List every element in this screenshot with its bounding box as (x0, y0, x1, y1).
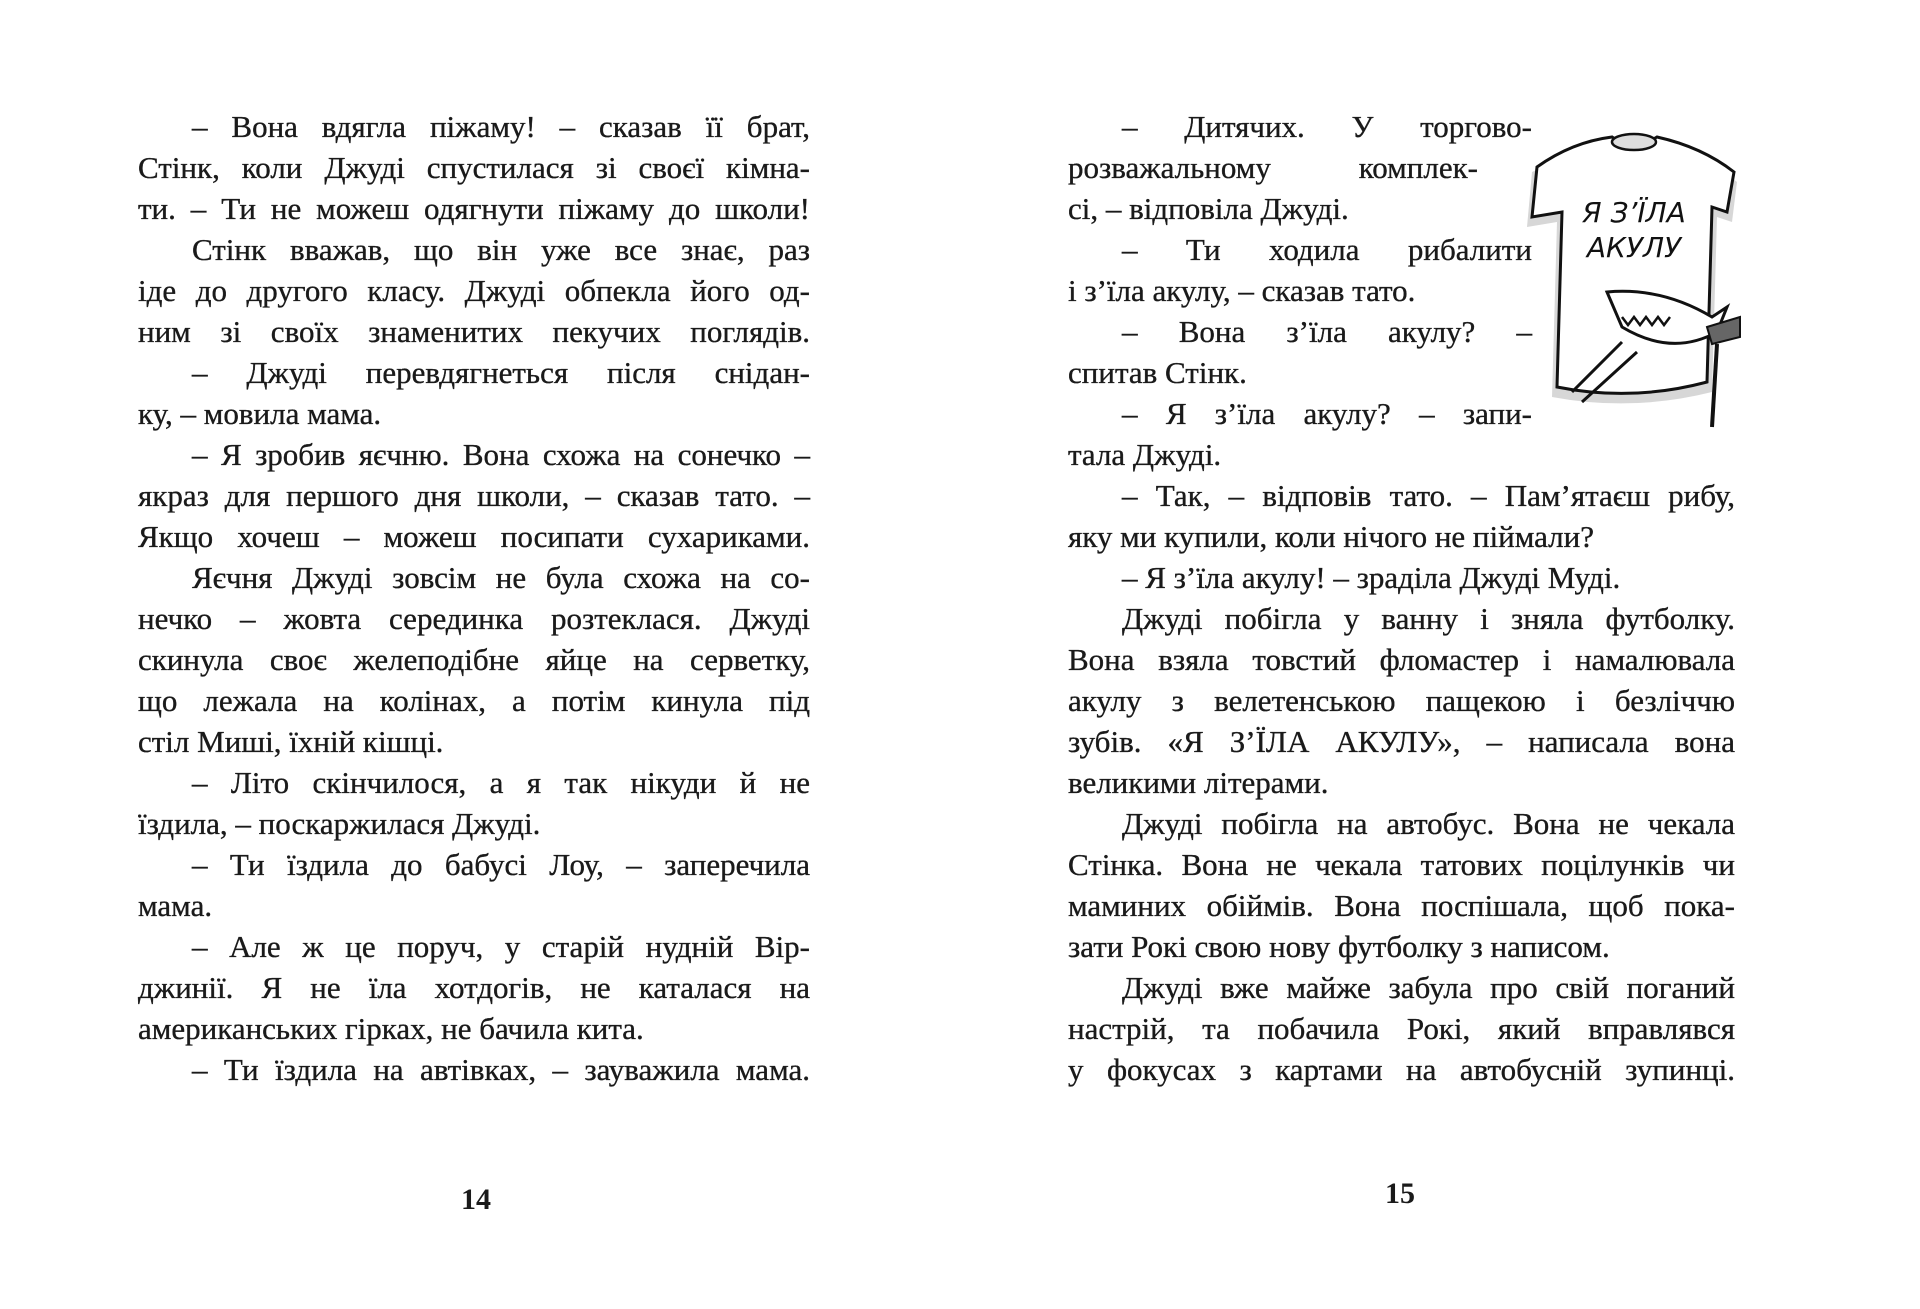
text-line: ним зі своїх знаменитих пекучих поглядів. (138, 314, 810, 349)
text-line: у фокусах з картами на автобусній зупинці. (1068, 1052, 1735, 1087)
text-line: – Вона вдягла піжаму! – сказав її брат, (192, 109, 810, 144)
page-number-left: 14 (461, 1183, 491, 1216)
text-line: Джуді побігла на автобус. Вона не чекала (1122, 806, 1735, 841)
text-line: – Вона з’їла акулу? – (1122, 314, 1532, 349)
paragraph (138, 229, 810, 352)
text-line: Стінк вважав, що він уже все знає, раз (192, 232, 810, 267)
text-line: розважальному комплек- (1068, 150, 1478, 185)
text-line: великими літерами. (1068, 765, 1329, 800)
paragraph (1068, 967, 1735, 1090)
text-line: Стінк, коли Джуді спустилася зі своєї кімна- (138, 150, 810, 185)
text-line: тала Джуді. (1068, 437, 1222, 472)
text-line: Джуді побігла у ванну і зняла футболку. (1122, 601, 1735, 636)
text-line: американських гірках, не бачила кита. (138, 1011, 644, 1046)
text-line: – Але ж це поруч, у старій нудній Вір- (192, 929, 810, 964)
paragraph (1068, 598, 1735, 803)
text-line: Якщо хочеш – можеш посипати сухариками. (138, 519, 810, 554)
text-line: акулу з велетенською пащекою і безліччю (1068, 683, 1735, 718)
page-number-right: 15 (1385, 1177, 1415, 1210)
left-page-text (138, 106, 810, 1090)
text-line: мама. (138, 888, 213, 923)
text-line: маминих обіймів. Вона поспішала, щоб пока- (1068, 888, 1735, 923)
text-line: Вона взяла товстий фломастер і намалювала (1068, 642, 1735, 677)
paragraph (138, 844, 810, 926)
text-line: Яєчня Джуді зовсім не була схожа на со- (192, 560, 810, 595)
paragraph (1068, 475, 1735, 557)
text-line: – Ти ходила рибалити (1122, 232, 1532, 267)
text-line: – Я з’їла акулу? – запи- (1122, 396, 1532, 431)
paragraph (1068, 557, 1735, 598)
text-line: – Дитячих. У торгово- (1122, 109, 1532, 144)
text-line: – Я з’їла акулу! – зраділа Джуді Муді. (1122, 560, 1621, 595)
shirt-text-line1: Я З’ЇЛА (1582, 196, 1686, 229)
paragraph (138, 762, 810, 844)
text-line: спитав Стінк. (1068, 355, 1247, 390)
paragraph (138, 106, 810, 229)
text-line: що лежала на колінах, а потім кинула під (138, 683, 810, 718)
paragraph (138, 352, 810, 434)
paragraph (138, 1049, 810, 1090)
text-line: – Я зробив яєчню. Вона схожа на сонечко – (192, 437, 810, 472)
text-line: і з’їла акулу, – сказав тато. (1068, 273, 1416, 308)
tshirt-shark-illustration-icon (1512, 112, 1744, 430)
text-line: – Джуді перевдягнеться після снідан- (192, 355, 810, 390)
text-line: яку ми купили, коли нічого не піймали? (1068, 519, 1594, 554)
text-line: Джуді вже майже забула про свій поганий (1122, 970, 1735, 1005)
text-line: – Ти їздила до бабусі Лоу, – заперечила (192, 847, 810, 882)
text-line: нечко – жовта серединка розтеклася. Джуді (138, 601, 810, 636)
text-line: якраз для першого дня школи, – сказав тато. – (138, 478, 810, 513)
text-line: іде до другого класу. Джуді обпекла його од- (138, 273, 810, 308)
text-line: настрій, та побачила Рокі, який вправлявся (1068, 1011, 1735, 1046)
shirt-text-line2: АКУЛУ (1586, 231, 1682, 264)
text-line: зати Рокі свою нову футболку з написом. (1068, 929, 1610, 964)
text-line: Стінка. Вона не чекала татових поцілунків чи (1068, 847, 1735, 882)
text-line: – Так, – відповів тато. – Пам’ятаєш рибу, (1122, 478, 1735, 513)
paragraph (138, 557, 810, 762)
text-line: їздила, – поскаржилася Джуді. (138, 806, 541, 841)
text-line: стіл Миші, їхній кішці. (138, 724, 444, 759)
paragraph (1068, 803, 1735, 967)
text-line: – Ти їздила на автівках, – зауважила мама. (192, 1052, 810, 1087)
text-line: скинула своє желеподібне яйце на серветку, (138, 642, 810, 677)
text-line: зубів. «Я З’ЇЛА АКУЛУ», – написала вона (1068, 724, 1735, 759)
paragraph (138, 434, 810, 557)
text-line: джинії. Я не їла хотдогів, не каталася на (138, 970, 810, 1005)
text-line: ку, – мовила мама. (138, 396, 382, 431)
text-line: ти. – Ти не можеш одягнути піжаму до школи! (138, 191, 810, 226)
text-line: сі, – відповіла Джуді. (1068, 191, 1349, 226)
paragraph (138, 926, 810, 1049)
text-line: – Літо скінчилося, а я так нікуди й не (192, 765, 810, 800)
